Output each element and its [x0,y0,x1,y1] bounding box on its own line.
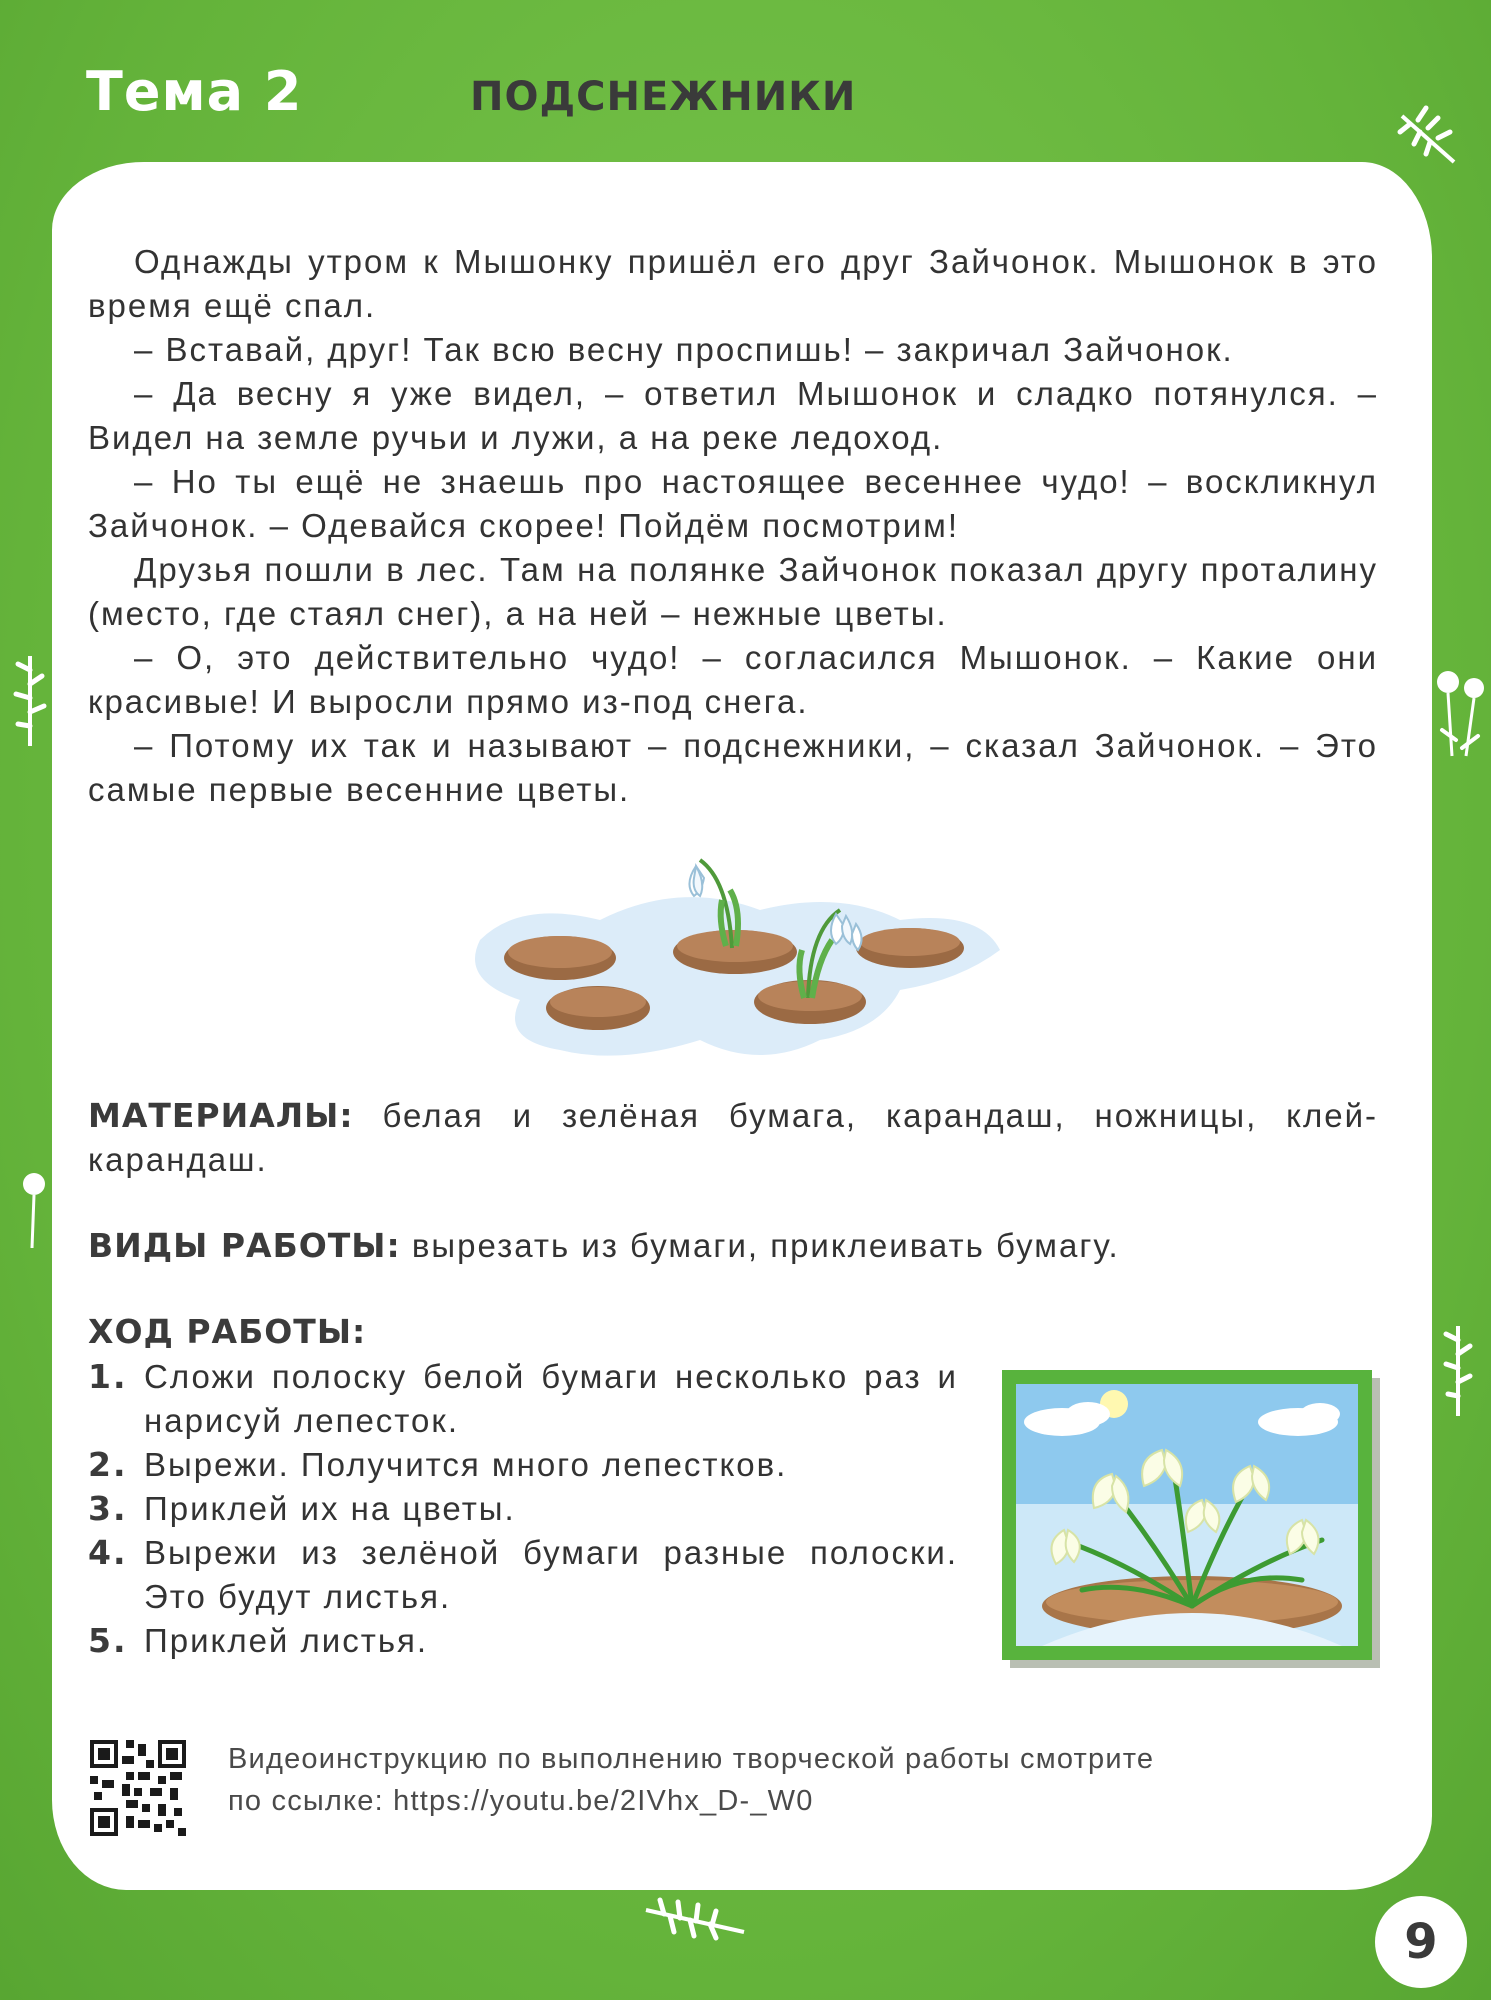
page-title: Тема 2 [86,60,303,123]
dandelion-leaf-icon [8,650,52,750]
work-types-label: ВИДЫ РАБОТЫ: [88,1226,401,1265]
story-paragraph: Однажды утром к Мышонку пришёл его друг Зайчонок. Мышонок в это время ещё спал. [88,243,1378,324]
story-paragraph: – Да весну я уже видел, – ответил Мышонок и сладко потянулся. – Видел на земле ручьи и лужи, а на реке ледоход. [88,375,1378,456]
story-paragraph: – Потому их так и называют – подснежники, – сказал Зайчонок. – Это самые первые весенние цветы. [88,727,1378,808]
list-item [88,1355,958,1443]
materials-section [88,1094,1378,1182]
story-paragraph: – Но ты ещё не знаешь про настоящее весеннее чудо! – воскликнул Зайчонок. – Одевайся скорее! Пойдём посмотрим! [88,463,1378,544]
steps-label: ХОД РАБОТЫ: [88,1312,367,1351]
dandelion-leaf-icon [1438,1320,1478,1420]
video-instruction-line: Видеоинструкцию по выполнению творческой работы смотрите [228,1743,1155,1775]
step-number: 2. [88,1445,128,1484]
step-text: Приклей листья. [144,1622,429,1659]
step-number: 1. [88,1357,128,1396]
story-paragraph: – Вставай, друг! Так всю весну проспишь! – закричал Зайчонок. [134,331,1234,368]
dandelion-leaf-icon [640,1890,750,1950]
dandelion-flower-icon [1432,660,1488,760]
step-text: Приклей их на цветы. [144,1490,516,1527]
step-text: Вырежи. Получится много лепестков. [144,1446,788,1483]
work-types-text: вырезать из бумаги, приклеивать бумагу. [411,1227,1120,1264]
page-number: 9 [1375,1896,1467,1988]
video-instruction [228,1738,1278,1822]
list-item [88,1487,958,1531]
step-number: 4. [88,1533,128,1572]
materials-label: МАТЕРИАЛЫ: [88,1096,354,1135]
work-types-section [88,1224,1378,1268]
step-number: 3. [88,1489,128,1528]
story-text [88,240,1378,812]
step-text: Вырежи из зелёной бумаги разные полоски. Это будут листья. [144,1534,958,1615]
steps-heading [88,1310,1378,1354]
snowdrop-craft-artwork [1002,1370,1382,1670]
video-link[interactable]: по ссылке: https://youtu.be/2IVhx_D-_W0 [228,1785,814,1817]
steps-list [88,1355,958,1663]
snowdrop-thaw-illustration [460,840,1020,1070]
list-item [88,1531,958,1619]
list-item [88,1619,958,1663]
list-item [88,1443,958,1487]
story-paragraph: Друзья пошли в лес. Там на полянке Зайчонок показал другу проталину (место, где стаял снег), а на ней – нежные цветы. [88,551,1378,632]
story-paragraph: – О, это действительно чудо! – согласился Мышонок. – Какие они красивые! И выросли прямо из-под снега. [88,639,1378,720]
topic-title: ПОДСНЕЖНИКИ [470,74,857,120]
step-text: Сложи полоску белой бумаги несколько раз и нарисуй лепесток. [144,1358,958,1439]
dandelion-flower-icon [14,1170,54,1250]
step-number: 5. [88,1621,128,1660]
materials-text: белая и зелёная бумага, карандаш, ножницы, клей-карандаш. [88,1097,1378,1178]
qr-code[interactable] [90,1740,186,1836]
dandelion-leaf-icon [1392,98,1472,178]
